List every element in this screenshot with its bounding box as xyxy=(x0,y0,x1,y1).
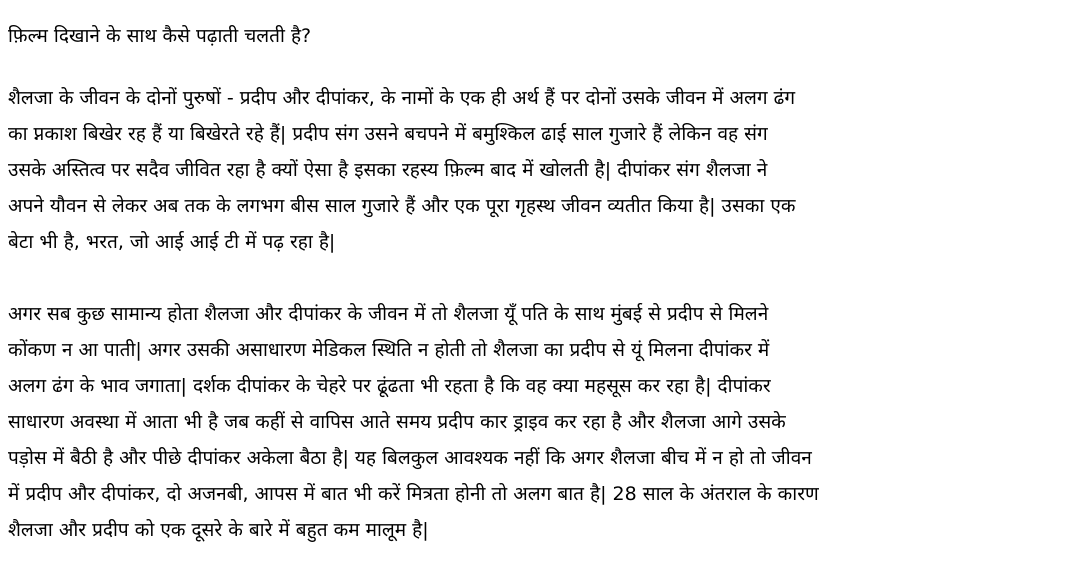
paragraph-line: पड़ोस में बैठी है और पीछे दीपांकर अकेला बैठा है| यह बिलकुल आवश्यक नहीं कि अगर शैलजा बीच में न हो तो जीवन xyxy=(8,447,812,469)
paragraph-line: साधारण अवस्था में आता भी है जब कहीं से वापिस आते समय प्रदीप कार ड्राइव कर रहा है और शैलजा आगे उसके xyxy=(8,411,786,433)
paragraph-line: अलग ढंग के भाव जगाता| दर्शक दीपांकर के चेहरे पर ढूंढता भी रहता है कि वह क्या महसूस कर रहा है| दीपांकर xyxy=(8,375,771,397)
paragraph-line: अपने यौवन से लेकर अब तक के लगभग बीस साल गुजारे हैं और एक पूरा गृहस्थ जीवन व्यतीत किया है| उसका एक xyxy=(8,195,796,217)
spacer xyxy=(8,52,1062,80)
paragraph-line: का प्नकाश बिखेर रह हैं या बिखेरते रहे हैं| प्रदीप संग उसने बचपने में बमुश्किल ढाई साल गुजारे हैं लेकिन वह संग xyxy=(8,123,768,145)
paragraph-line: शैलजा के जीवन के दोनों पुरुषों - प्रदीप और दीपांकर, के नामों के एक ही अर्थ हैं पर दोनों उसके जीवन में अलग ढंग xyxy=(8,87,796,109)
paragraph-line: अगर सब कुछ सामान्य होता शैलजा और दीपांकर के जीवन में तो शैलजा यूँ पति के साथ मुंबई से प्रदीप से मिलने xyxy=(8,303,769,325)
paragraph-line: बेटा भी है, भरत, जो आई आई टी में पढ़ रहा है| xyxy=(8,231,336,253)
document-heading: फ़िल्म दिखाने के साथ कैसे पढ़ाती चलती है? xyxy=(8,25,312,47)
paragraph-2 xyxy=(8,296,1062,548)
paragraph-line: कोंकण न आ पाती| अगर उसकी असाधारण मेडिकल स्थिति न होती तो शैलजा का प्रदीप से यूं मिलना दीपांकर में xyxy=(8,339,770,361)
paragraph-1 xyxy=(8,80,1062,260)
paragraph-line: में प्रदीप और दीपांकर, दो अजनबी, आपस में बात भी करें मित्रता होनी तो अलग बात है| 28 साल के अंतराल के कारण xyxy=(8,483,819,505)
paragraph-line: शैलजा और प्रदीप को एक दूसरे के बारे में बहुत कम मालूम है| xyxy=(8,519,429,541)
paragraph-line: उसके अस्तित्व पर सदैव जीवित रहा है क्यों ऐसा है इसका रहस्य फ़िल्म बाद में खोलती है| दीपांकर संग शैलजा ने xyxy=(8,159,768,181)
spacer xyxy=(8,260,1062,296)
